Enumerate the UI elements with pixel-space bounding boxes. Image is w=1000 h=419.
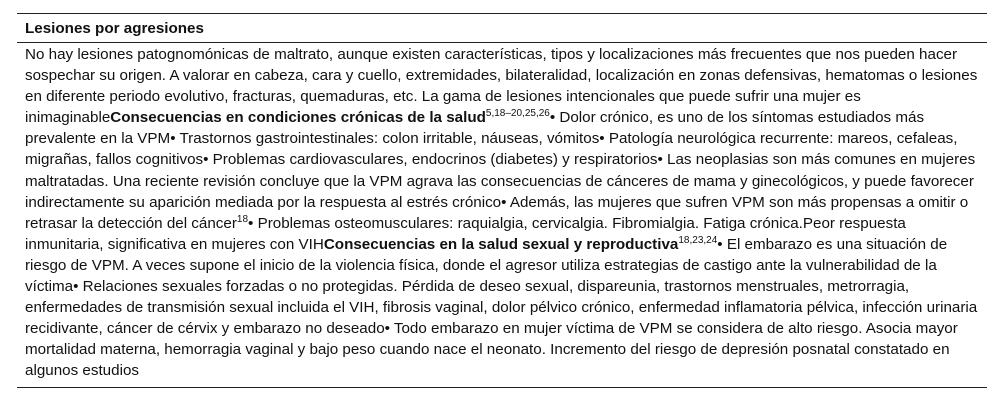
chronic-conditions-refs: 5,18–20,25,26	[485, 108, 550, 120]
intro-text: No hay lesiones patognomónicas de maltrato, aunque existen características, tipos y localizaciones más frecuentes que nos pueden hacer sospechar su origen. A valorar en cabeza, cara y cuello, extremidades, bilateralidad, localización en zonas defensivas, hematomas o lesiones en diferente periodo evolutivo, fracturas, quemaduras, etc. La gama de lesiones intencionales que puede sufrir una mujer es inimaginable	[25, 46, 978, 127]
sexual-reproductive-refs: 18,23,24	[678, 234, 718, 246]
chronic-conditions-heading: Consecuencias en condiciones crónicas de la salud	[110, 109, 486, 127]
table-bottom-rule	[17, 387, 987, 388]
chronic-conditions-text-1: • Dolor crónico, es uno de los síntomas estudiados más prevalente en la VPM• Trastornos gastrointestinales: colon irritable, náuseas, vómitos• Patología neurológica recurrente: mareos, cefaleas, migrañas, fallos cognitivos• Problemas cardiovasculares, endocrinos (diabetes) y respiratorios• Las neoplasias son más comunes en mujeres maltratadas. Una reciente revisión concluye que la VPM agrava las consecuencias de cánceres de mama y ginecológicos, y puede favorecer indirectamente su aparición mediada por la respuesta al estrés crónico• Además, las mujeres que sufren VPM son más propensas a omitir o retrasar la detección del cáncer	[25, 109, 976, 232]
lesiones-table	[17, 13, 987, 388]
sexual-reproductive-heading: Consecuencias en la salud sexual y reproductiva	[323, 235, 679, 253]
sexual-reproductive-text: • El embarazo es una situación de riesgo de VPM. A veces supone el inicio de la violencia física, donde el agresor utiliza estrategias de castigo ante la vulnerabilidad de la víctima• Relaciones sexuales forzadas o no protegidas. Pérdida de deseo sexual, dispareunia, trastornos menstruales, metrorragia, enfermedades de transmisión sexual incluida el VIH, fibrosis vaginal, dolor pélvico crónico, enfermedad inflamatoria pélvica, infección urinaria recidivante, cáncer de cérvix y embarazo no deseado• Todo embarazo en mujer víctima de VPM se considera de alto riesgo. Asocia mayor mortalidad materna, hemorragia vaginal y bajo peso cuando nace el neonato. Incremento del riesgo de depresión posnatal constatado en algunos estudios	[25, 235, 978, 380]
cancer-detection-ref: 18	[236, 213, 249, 225]
table-body-cell	[17, 43, 987, 387]
chronic-conditions-text-2: • Problemas osteomusculares: raquialgia, cervicalgia. Fibromialgia. Fatiga crónica.Peor respuesta inmunitaria, significativa en mujeres con VIH	[25, 214, 906, 253]
table-header: Lesiones por agresiones	[25, 20, 204, 37]
